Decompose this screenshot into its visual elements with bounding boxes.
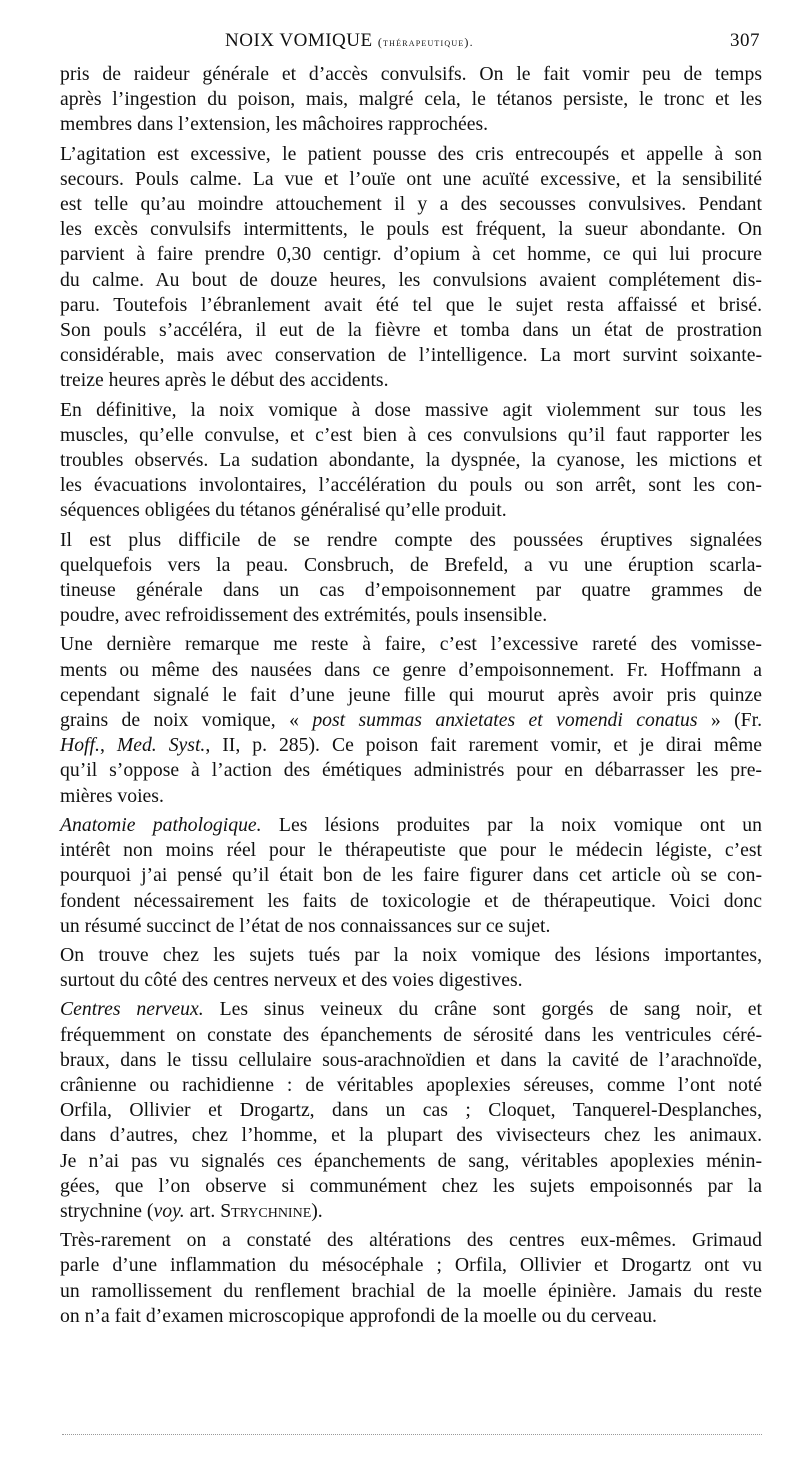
- paragraph: [60, 528, 762, 629]
- text-line: troubles observés. La sudation abondante, la dyspnée, la cyanose, les mictions et: [60, 449, 762, 472]
- text-line: est telle qu’au moindre attouchement il y a des secousses convulsives. Pendant: [60, 193, 762, 216]
- text-line: membres dans l’extension, les mâchoires rapprochées.: [60, 113, 489, 136]
- paragraph: [60, 142, 762, 394]
- running-title-sub: (thérapeutique).: [377, 35, 474, 49]
- text-line: ments ou même des nausées dans ce genre d’empoisonnement. Fr. Hoffmann a: [60, 658, 762, 681]
- text-line: quelquefois vers la peau. Consbruch, de Brefeld, a vu une éruption scarla-: [60, 553, 762, 576]
- running-header: [60, 28, 762, 58]
- text-line: gées, que l’on observe si communément chez les sujets empoisonnés par la: [60, 1174, 762, 1197]
- text-line: paru. Toutefois l’ébranlement avait été tel que le sujet resta affaissé et brisé.: [60, 293, 762, 316]
- text-line: du calme. Au bout de douze heures, les convulsions avaient complétement dis-: [60, 268, 762, 291]
- text-line: pourquoi j’ai pensé qu’il était bon de les faire figurer dans cet article où se con-: [60, 864, 762, 887]
- text-line: Son pouls s’accéléra, il eut de la fièvre et tomba dans un état de prostration: [60, 319, 762, 342]
- text-line: on n’a fait d’examen microscopique approfondi de la moelle ou du cerveau.: [60, 1304, 657, 1327]
- text-line: un ramollissement du renflement brachial de la moelle épinière. Jamais du reste: [60, 1279, 762, 1302]
- text-line: En définitive, la noix vomique à dose massive agit violemment sur tous les: [60, 398, 762, 421]
- text-line: muscles, qu’elle convulse, et c’est bien à ces convulsions qu’il faut rapporter les: [60, 423, 762, 446]
- text-line: parvient à faire prendre 0,30 centigr. d’opium à cet homme, ce qui lui procure: [60, 243, 762, 266]
- text-line: secours. Pouls calme. La vue et l’ouïe ont une acuïté excessive, et la sensibilité: [60, 167, 762, 190]
- paragraph: [60, 398, 762, 524]
- text-line: séquences obligées du tétanos généralisé qu’elle produit.: [60, 499, 507, 522]
- paragraph: [60, 632, 762, 808]
- text-line: On trouve chez les sujets tués par la noix vomique des lésions importantes,: [60, 943, 762, 966]
- text-line: Je n’ai pas vu signalés ces épanchements de sang, véritables apoplexies ménin-: [60, 1149, 762, 1172]
- text-line: pris de raideur générale et d’accès convulsifs. On le fait vomir peu de temps: [60, 63, 762, 85]
- paragraph: [60, 62, 762, 138]
- text-line: les évacuations involontaires, l’accélération du pouls ou son arrêt, sont les con-: [60, 474, 762, 497]
- text-line: Orfila, Ollivier et Drogartz, dans un cas ; Cloquet, Tanquerel-Desplanches,: [60, 1099, 762, 1122]
- text-line: fondent nécessairement les faits de toxicologie et de thérapeutique. Voici donc: [60, 889, 762, 912]
- text-line: parle d’une inflammation du mésocéphale ; Orfila, Ollivier et Drogartz ont vu: [60, 1254, 762, 1277]
- text-line: grains de noix vomique, « post summas anxietates et vomendi conatus » (Fr.: [60, 709, 763, 732]
- text-line: après l’ingestion du poison, mais, malgré cela, le tétanos persiste, le tronc et les: [60, 88, 762, 111]
- text-line: treize heures après le début des accidents.: [60, 369, 389, 392]
- text-line: intérêt non moins réel pour le thérapeutiste que pour le médecin légiste, c’est: [60, 839, 762, 862]
- text-line: Il est plus difficile de se rendre compte des poussées éruptives signalées: [60, 528, 762, 551]
- page-body: [60, 62, 762, 1329]
- text-line: Une dernière remarque me reste à faire, c’est l’excessive rareté des vomisse-: [60, 633, 762, 656]
- text-line: Hoff., Med. Syst., II, p. 285). Ce poison fait rarement vomir, et je dirai même: [60, 734, 762, 757]
- text-line: strychnine (voy. art. Strychnine).: [60, 1199, 323, 1222]
- text-line: qu’il s’oppose à l’action des émétiques administrés pour en débarrasser les pre-: [60, 759, 762, 782]
- text-line: un résumé succinct de l’état de nos connaissances sur ce sujet.: [60, 914, 551, 937]
- running-title-main: NOIX VOMIQUE: [225, 30, 373, 51]
- text-line: braux, dans le tissu cellulaire sous-arachnoïdien et dans la cavité de l’arachnoïde,: [60, 1048, 762, 1071]
- text-line: crânienne ou rachidienne : de véritables apoplexies séreuses, comme l’ont noté: [60, 1073, 762, 1096]
- page-number: 307: [730, 30, 760, 51]
- book-page: [60, 28, 762, 1333]
- text-line: tineuse générale dans un cas d’empoisonnement par quatre grammes de: [60, 579, 762, 602]
- text-line: Anatomie pathologique. Les lésions produites par la noix vomique ont un: [60, 813, 762, 836]
- text-line: cependant signalé le fait d’une jeune fille qui mourut après avoir pris quinze: [60, 683, 762, 706]
- running-title: [225, 30, 474, 52]
- paragraph: [60, 813, 762, 939]
- text-line: fréquemment on constate des épanchements de sérosité dans les ventricules céré-: [60, 1023, 762, 1046]
- paragraph: [60, 1228, 762, 1329]
- text-line: surtout du côté des centres nerveux et des voies digestives.: [60, 969, 523, 992]
- text-line: considérable, mais avec conservation de l’intelligence. La mort survint soixante-: [60, 344, 762, 367]
- paragraph: [60, 943, 762, 993]
- footer-rule: [62, 1434, 762, 1435]
- text-line: L’agitation est excessive, le patient pousse des cris entrecoupés et appelle à son: [60, 142, 762, 165]
- text-line: dans d’autres, chez l’homme, et la plupart des vivisecteurs chez les animaux.: [60, 1124, 762, 1147]
- text-line: Très-rarement on a constaté des altérations des centres eux-mêmes. Grimaud: [60, 1229, 762, 1252]
- text-line: poudre, avec refroidissement des extrémités, pouls insensible.: [60, 604, 548, 627]
- text-line: Centres nerveux. Les sinus veineux du crâne sont gorgés de sang noir, et: [60, 998, 762, 1021]
- text-line: mières voies.: [60, 784, 164, 807]
- paragraph: [60, 997, 762, 1224]
- text-line: les excès convulsifs intermittents, le pouls est fréquent, la sueur abondante. On: [60, 218, 762, 241]
